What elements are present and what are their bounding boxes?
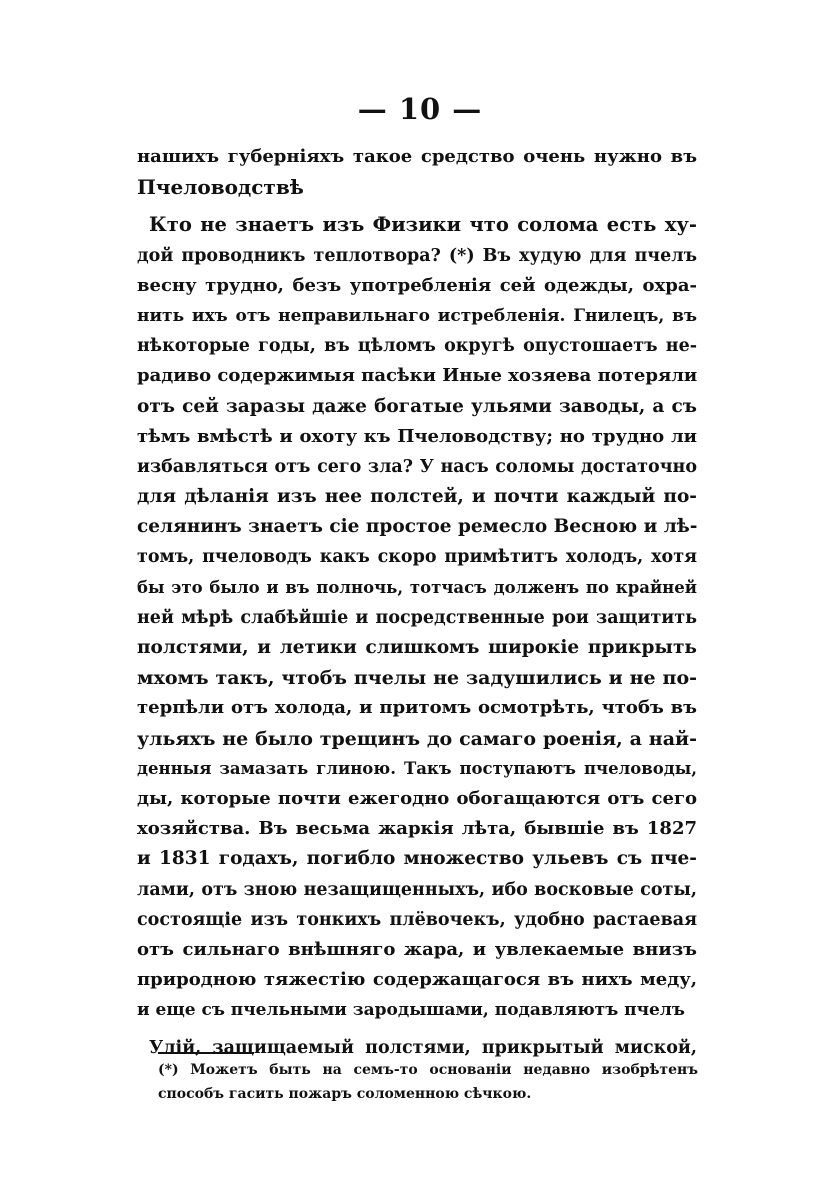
text-line: нѣкоторые годы, въ цѣломъ округѣ опустошаетъ не-: [137, 336, 697, 357]
paragraph-start-line: Улій, защищаемый полстями, прикрытый миской,: [149, 1038, 697, 1059]
text-line: нашихъ губерніяхъ такое средство очень нужно въ: [137, 146, 697, 167]
text-line: отъ сей заразы даже богатые ульями заводы, а съ: [137, 395, 697, 417]
paragraph-start-line: Кто не знаетъ изъ Физики что солома есть ху-: [149, 213, 697, 237]
text-line: и 1831 годахъ, погибло множество ульевъ съ пче-: [137, 848, 697, 870]
text-line: для дѣланія изъ нее полстей, и почти каждый по-: [137, 486, 697, 508]
text-line: селянинъ знаетъ сіе простое ремесло Весною и лѣ-: [137, 516, 698, 538]
text-line: денныя замазать глиною. Такъ поступаютъ пчеловоды,: [137, 758, 697, 778]
text-line: радиво содержимыя пасѣки Иные хозяева потеряли: [137, 365, 698, 387]
text-line: мхомъ такъ, чтобъ пчелы не задушились и не по-: [137, 667, 697, 690]
text-line: бы это было и въ полночь, тотчасъ долженъ по крайней: [137, 577, 697, 597]
text-line: и еще съ пчельными зародышами, подавляютъ пчелъ: [137, 1000, 685, 1021]
footnote-line: (*) Можетъ быть на семъ-то основаніи недавно изобрѣтенъ: [158, 1062, 698, 1078]
text-line: томъ, пчеловодъ какъ скоро примѣтитъ холодъ, хотя: [137, 547, 697, 568]
text-line: отъ сильнаго внѣшняго жара, и увлекаемые внизъ: [137, 938, 697, 960]
text-line: тѣмъ вмѣстѣ и охоту къ Пчеловодству; но трудно ли: [137, 425, 697, 447]
page-number: — 10 —: [357, 92, 483, 126]
text-line: хозяйства. Въ весьма жаркія лѣта, бывшіе въ 1827: [137, 818, 697, 840]
text-line: нить ихъ отъ неправильнаго истребленія. Гнилецъ, въ: [137, 305, 697, 326]
footnote-line: способъ гасить пожаръ соломенною сѣчкою.: [158, 1086, 532, 1102]
text-line: лами, отъ зною незащищенныхъ, ибо восковые соты,: [137, 879, 697, 900]
text-line: ней мѣрѣ слабѣйшіе и посредственные рои защитить: [137, 607, 697, 628]
text-line: полстями, и летики слишкомъ широкіе прикрыть: [137, 637, 697, 658]
text-line: природною тяжестію содержащагося въ нихъ меду,: [137, 969, 697, 991]
text-line: весну трудно, безъ употребленія сей одежды, охра-: [137, 274, 697, 296]
text-line: ды, которые почти ежегодно обогащаются отъ сего: [137, 787, 697, 809]
text-line: Пчеловодствѣ: [137, 175, 304, 200]
text-line: терпѣли отъ холода, и притомъ осмотрѣть, чтобъ въ: [137, 697, 697, 719]
text-line: дой проводникъ теплотвора? (*) Въ худую для пчелъ: [137, 245, 697, 266]
footnote-divider: [158, 1052, 254, 1054]
body-text: [137, 142, 697, 1064]
text-line: ульяхъ не было трещинъ до самаго роенія, а най-: [137, 727, 697, 750]
text-line: состоящіе изъ тонкихъ плёвочекъ, удобно растаевая: [137, 909, 697, 930]
footnote: [158, 1058, 698, 1106]
text-line: избавляться отъ сего зла? У насъ соломы достаточно: [137, 456, 697, 477]
